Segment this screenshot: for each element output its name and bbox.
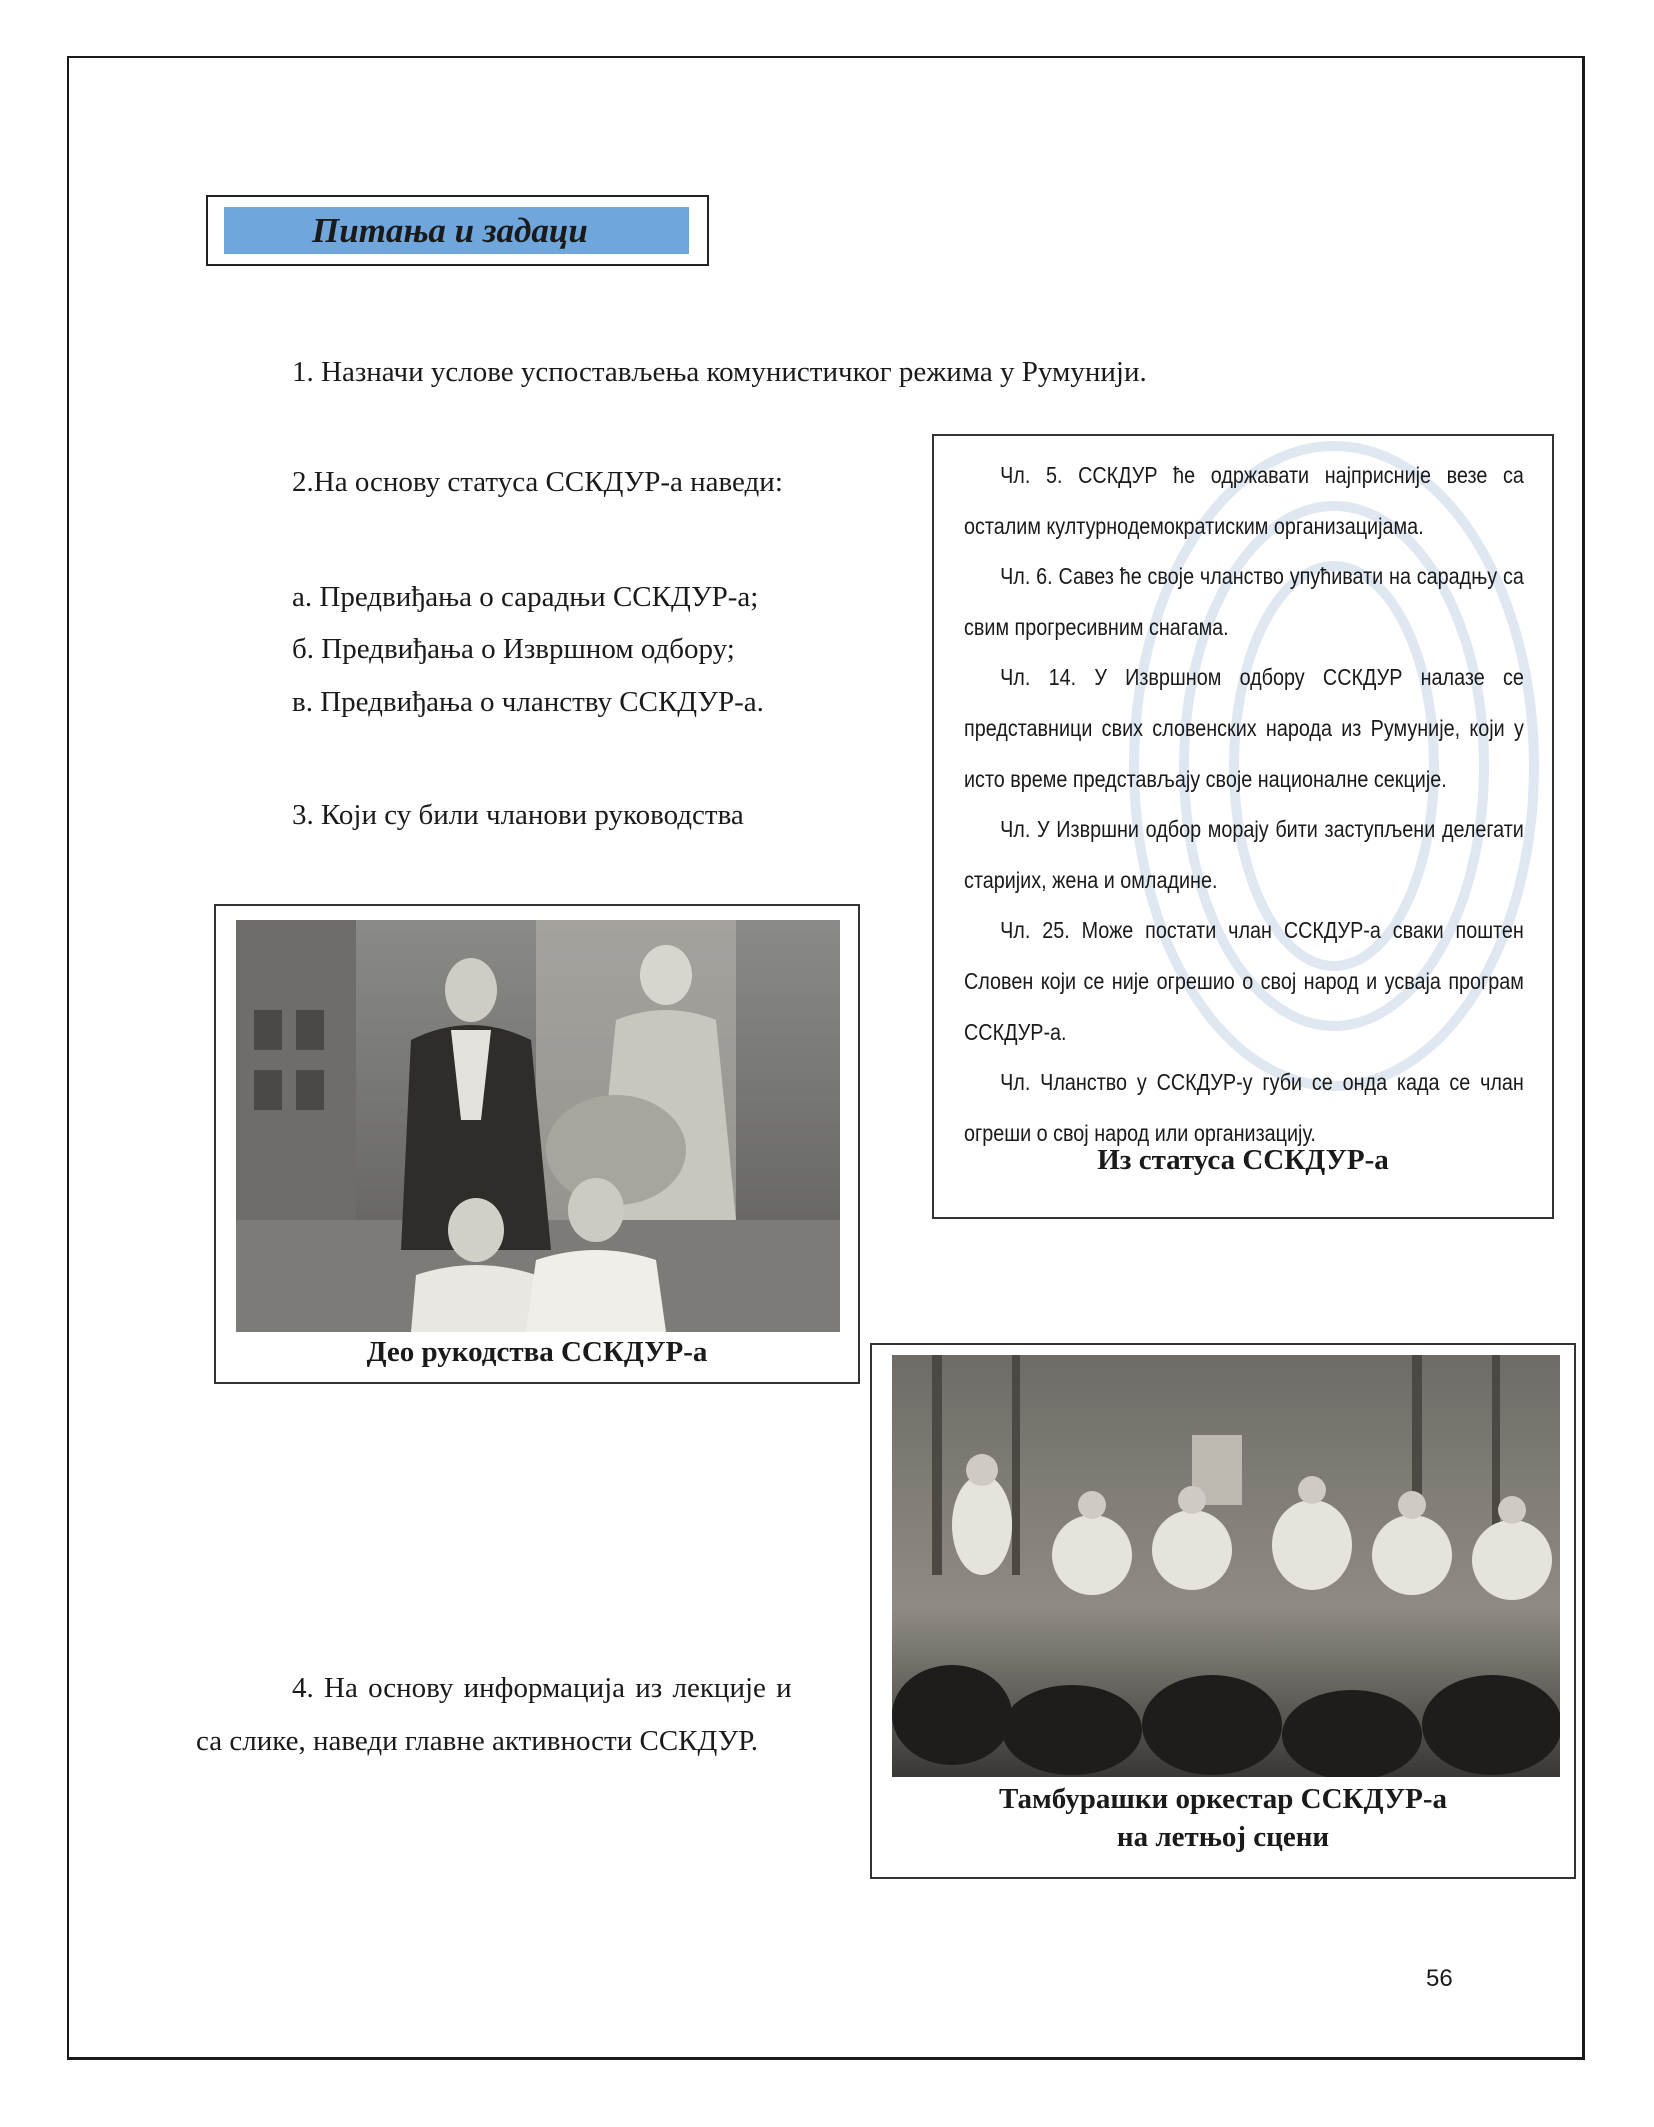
orchestra-photo-box <box>870 1343 1576 1879</box>
orchestra-photo <box>892 1355 1560 1777</box>
section-title: Питања и задаци <box>312 210 588 250</box>
question-2a: а. Предвиђања о сарадњи ССКДУР-а; <box>292 581 759 613</box>
statute-article: Чл. 25. Може постати члан ССКДУР-а сваки поштен Словен који се није огрешио о свој народ и усваја програм ССКДУР-а. <box>964 917 1524 1045</box>
leadership-photo <box>236 920 840 1332</box>
question-4-line1: 4. На основу информација из лекције и <box>292 1672 792 1704</box>
orchestra-photo-caption-line2: на летњој сцени <box>1116 1821 1330 1853</box>
orchestra-photo-caption-line1: Тамбурашки оркестар ССКДУР-а <box>998 1783 1448 1815</box>
leadership-photo-caption: Део рукодства ССКДУР-а <box>366 1336 708 1368</box>
statute-caption: Из статуса ССКДУР-а <box>1097 1144 1389 1176</box>
statute-excerpt-box <box>932 434 1554 1219</box>
question-1: 1. Назначи услове успостављења комунистичког режима у Румунији. <box>292 356 1147 388</box>
question-2: 2.На основу статуса ССКДУР-а наведи: <box>292 466 783 498</box>
section-title-box <box>206 195 709 266</box>
question-4-line2: са слике, наведи главне активности ССКДУР. <box>196 1725 758 1757</box>
statute-text <box>964 450 1524 1158</box>
question-2b: б. Предвиђања о Извршном одбору; <box>292 633 735 665</box>
section-title-band <box>224 207 689 254</box>
statute-article: Чл. 14. У Извршном одбору ССКДУР налазе се представници свих словенских народа из Румуније, који у исто време представљају своје националне секције. <box>964 664 1524 792</box>
statute-article: Чл. 5. ССКДУР ће одржавати најприсније везе са осталим културнодемократиским организацијама. <box>964 462 1524 539</box>
statute-article: Чл. Чланство у ССКДУР-у губи се онда када се члан огреши о свој народ или организацију. <box>964 1069 1524 1146</box>
leadership-photo-box <box>214 904 860 1384</box>
statute-article: Чл. У Извршни одбор морају бити заступљени делегати старијих, жена и омладине. <box>964 816 1524 893</box>
statute-article: Чл. 6. Савез ће своје чланство упућивати на сарадњу са свим прогресивним снагама. <box>964 563 1524 640</box>
page-number: 56 <box>1426 1965 1453 1992</box>
question-3: 3. Који су били чланови руководства <box>292 799 744 831</box>
question-2c: в. Предвиђања о чланству ССКДУР-а. <box>292 686 764 718</box>
